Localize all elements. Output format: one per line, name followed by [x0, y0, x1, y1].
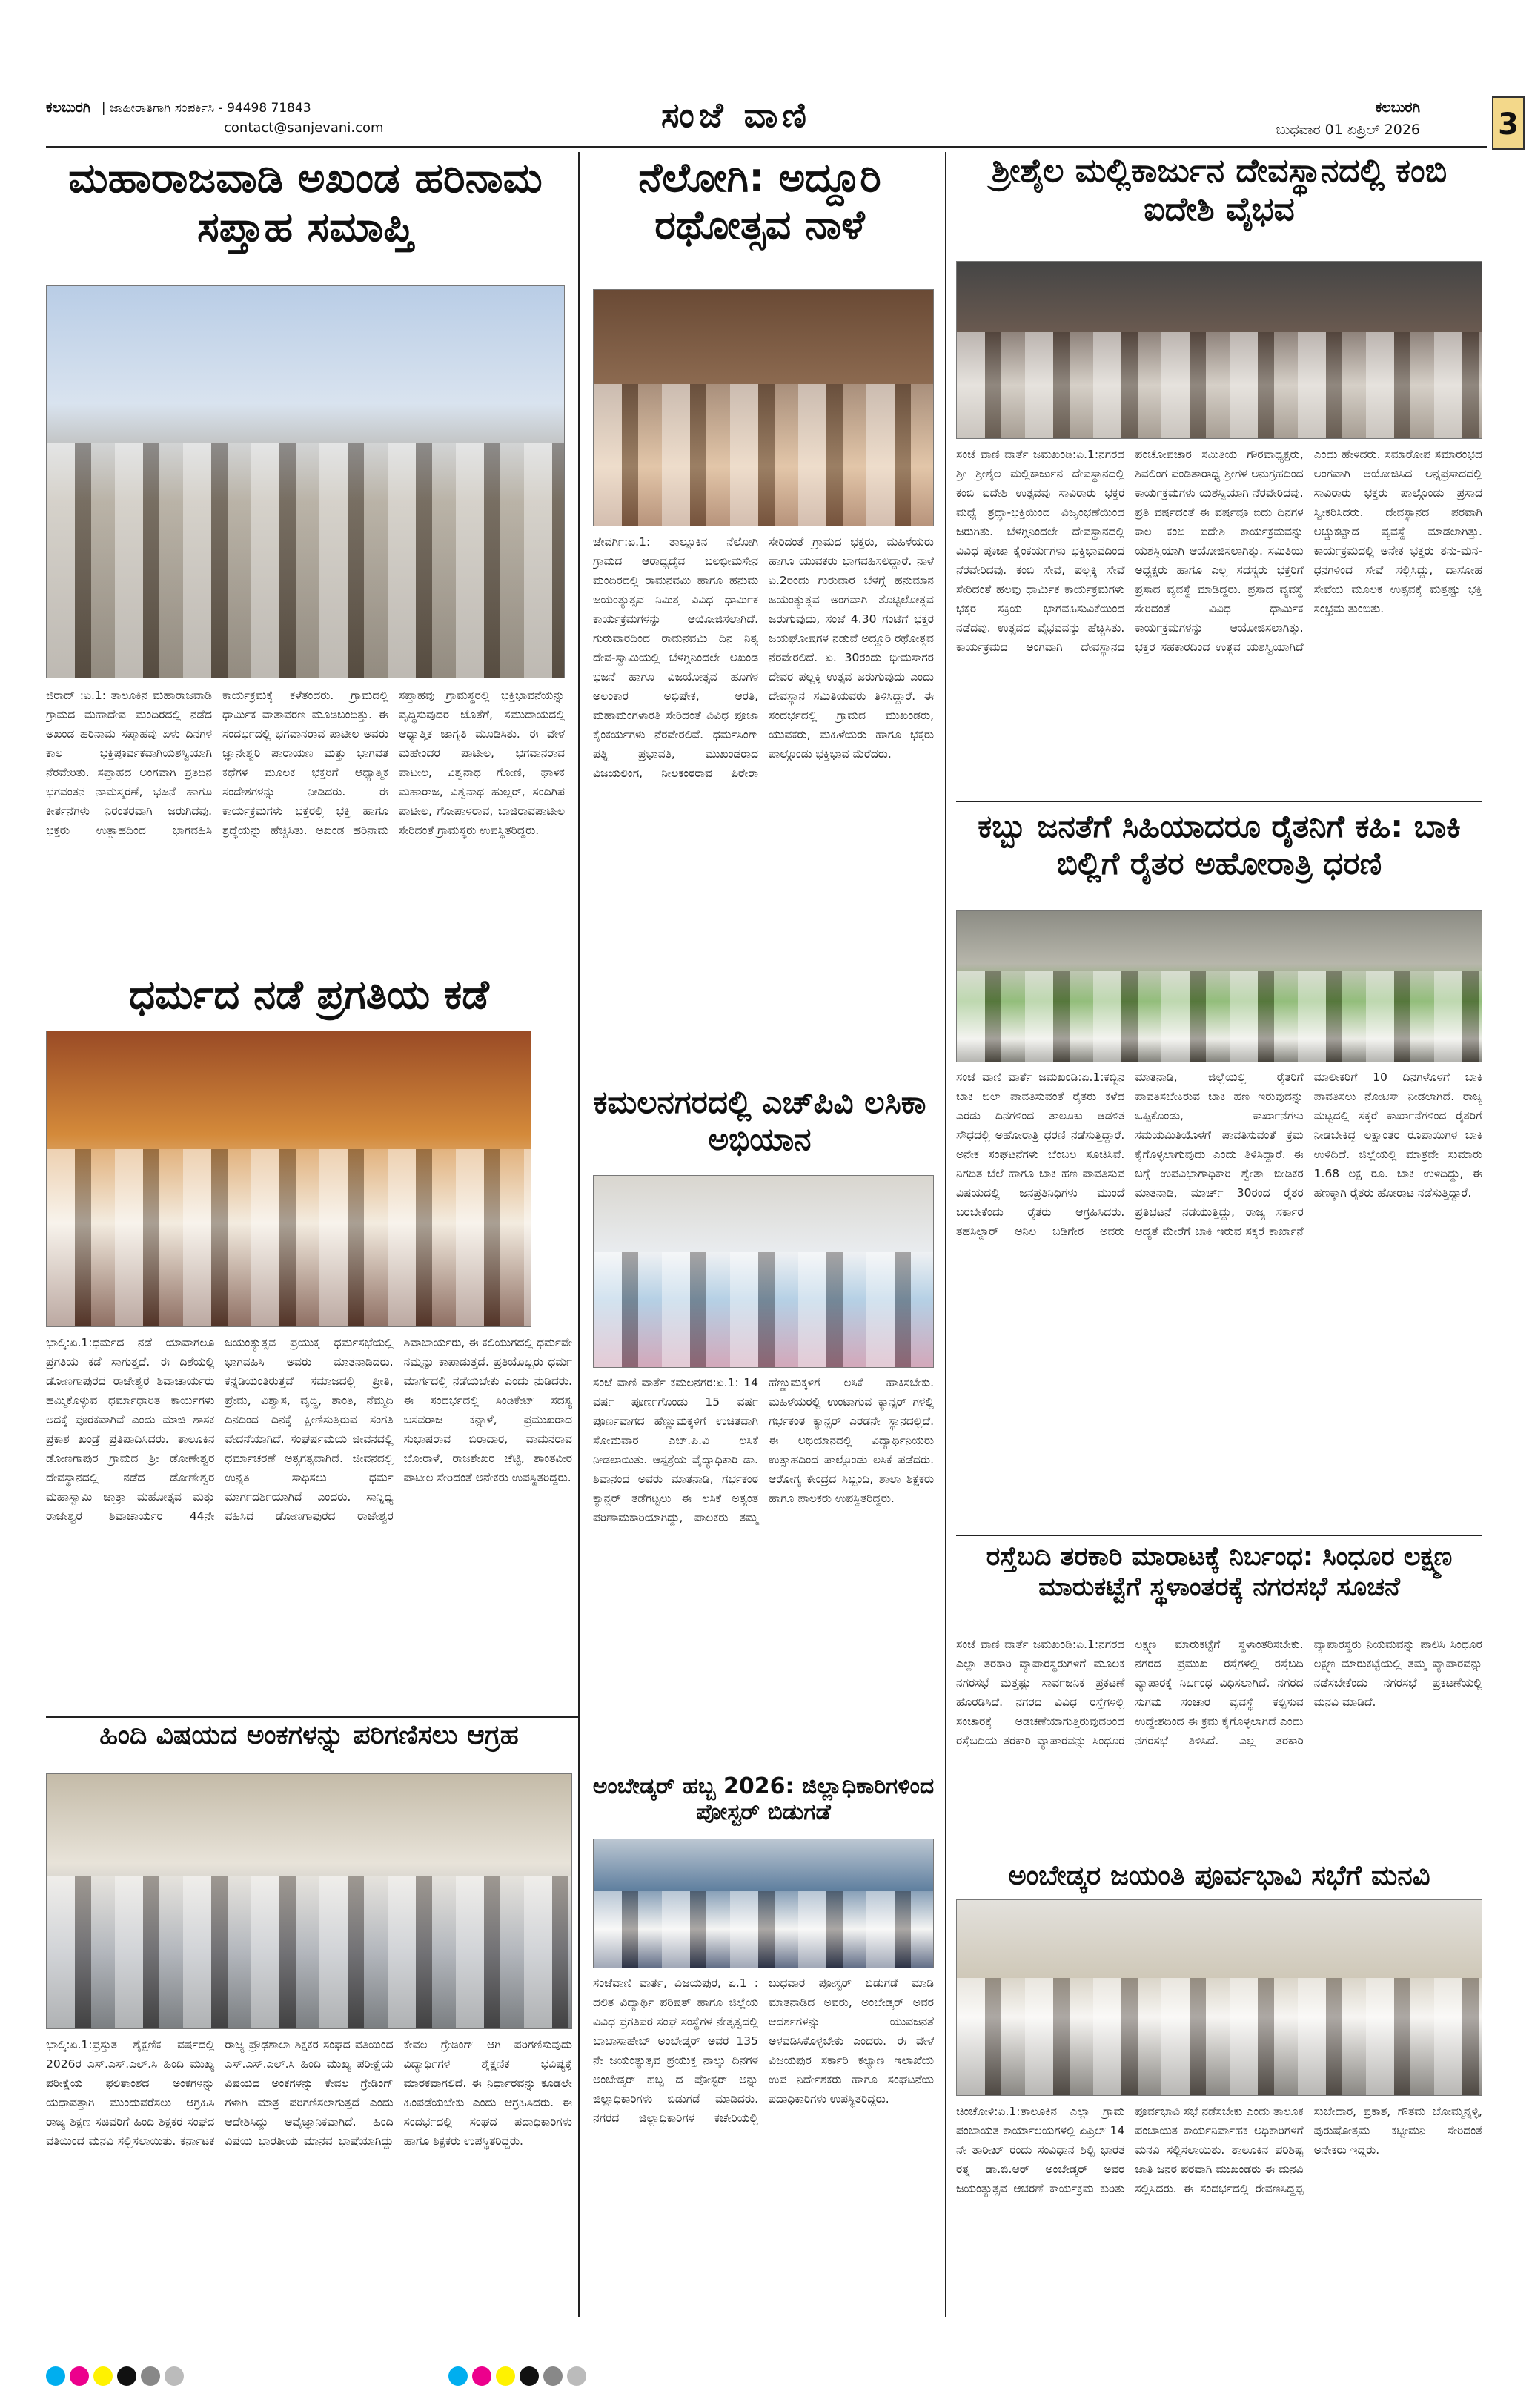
headline-nelogi: ನೆಲೋಗಿ: ಅದ್ದೂರಿ ರಥೋತ್ಸವ ನಾಳೆ	[638, 154, 881, 248]
photo-religious-stage	[46, 1031, 531, 1327]
masthead-ad-contact: | ಜಾಹೀರಾತಿಗಾಗಿ ಸಂಪರ್ಕಿಸಿ - 94498 71843	[101, 101, 311, 116]
masthead-date: ಬುಧವಾರ 01 ಏಪ್ರಿಲ್ 2026	[1276, 122, 1420, 138]
page-number: 3	[1492, 96, 1525, 150]
article-body-srishaila: ಸಂಜೆ ವಾಣಿ ವಾರ್ತೆ ಜಮಖಂಡಿ:ಏ.1:ನಗರದ ಶ್ರೀ ಶ್ರೀಶೈಲ ಮಲ್ಲಿಕಾರ್ಜುನ ದೇವಸ್ಥಾನದಲ್ಲಿ ಕಂಬಿ ಐದೇಶಿ ಉತ್ಸವವು ಸಾವಿರಾರು ಭಕ್ತರ ಮಧ್ಯೆ ಶ್ರದ್ಧಾ-ಭಕ್ತಿಯಿಂದ ವಿಜೃಂಭಣೆಯಿಂದ ಜರುಗಿತು. ಬೆಳಗ್ಗಿನಿಂದಲೇ ದೇವಸ್ಥಾನದಲ್ಲಿ ವಿವಿಧ ಪೂಜಾ ಕೈಂಕರ್ಯಗಳು ಭಕ್ತಿಭಾವದಿಂದ ನೆರವೇರಿದವು. ಕಂಬಿ ಸೇವೆ, ಪಲ್ಲಕ್ಕಿ ಸೇವೆ ಸೇರಿದಂತೆ ಹಲವು ಧಾರ್ಮಿಕ ಕಾರ್ಯಕ್ರಮಗಳು ಭಕ್ತರ ಸಕ್ರಿಯ ಭಾಗವಹಿಸುವಿಕೆಯಿಂದ ನಡೆದವು. ಉತ್ಸವದ ವೈಭವವನ್ನು ಹೆಚ್ಚಿಸಿತು. ಕಾರ್ಯಕ್ರಮದ ಅಂಗವಾಗಿ ದೇವಸ್ಥಾನದ ಪಂಚೋಪಚಾರ ಸಮಿತಿಯ ಗೌರವಾಧ್ಯಕ್ಷರು, ಶಿವಲಿಂಗ ಪಂಡಿತಾರಾಧ್ಯ ಶ್ರೀಗಳ ಅನುಗ್ರಹದಿಂದ ಕಾರ್ಯಕ್ರಮಗಳು ಯಶಸ್ವಿಯಾಗಿ ನೆರವೇರಿದವು. ಪ್ರತಿ ವರ್ಷದಂತೆ ಈ ವರ್ಷವೂ ಐದು ದಿನಗಳ ಕಾಲ ಕಂಬಿ ಐದೇಶಿ ಕಾರ್ಯಕ್ರಮವನ್ನು ಯಶಸ್ವಿಯಾಗಿ ಆಯೋಜಿಸಲಾಗಿತ್ತು. ಸಮಿತಿಯ ಅಧ್ಯಕ್ಷರು ಹಾಗೂ ಎಲ್ಲ ಸದಸ್ಯರು ಭಕ್ತರಿಗೆ ಪ್ರಸಾದ ವ್ಯವಸ್ಥೆ ಮಾಡಿದ್ದರು. ಪ್ರಸಾದ ವ್ಯವಸ್ಥೆ ಸೇರಿದಂತೆ ವಿವಿಧ ಧಾರ್ಮಿಕ ಕಾರ್ಯಕ್ರಮಗಳನ್ನು ಆಯೋಜಿಸಲಾಗಿತ್ತು. ಭಕ್ತರ ಸಹಕಾರದಿಂದ ಉತ್ಸವ ಯಶಸ್ವಿಯಾಗಿದೆ ಎಂದು ಹೇಳಿದರು. ಸಮಾರೋಪ ಸಮಾರಂಭದ ಅಂಗವಾಗಿ ಆಯೋಜಿಸಿದ ಅನ್ನಪ್ರಸಾದದಲ್ಲಿ ಸಾವಿರಾರು ಭಕ್ತರು ಪಾಲ್ಗೊಂಡು ಪ್ರಸಾದ ಸ್ವೀಕರಿಸಿದರು. ದೇವಸ್ಥಾನದ ಪರವಾಗಿ ಅಚ್ಚುಕಟ್ಟಾದ ವ್ಯವಸ್ಥೆ ಮಾಡಲಾಗಿತ್ತು. ಕಾರ್ಯಕ್ರಮದಲ್ಲಿ ಅನೇಕ ಭಕ್ತರು ತನು-ಮನ-ಧನಗಳಿಂದ ಸೇವೆ ಸಲ್ಲಿಸಿದ್ದು, ದಾಸೋಹ ಸೇವೆಯ ಮೂಲಕ ಉತ್ಸವಕ್ಕೆ ಮತ್ತಷ್ಟು ಭಕ್ತಿ ಸಂಭ್ರಮ ತುಂಬಿತು.	[956, 448, 1482, 655]
article-body-hpv-vaccine: ಸಂಜೆ ವಾಣಿ ವಾರ್ತೆ ಕಮಲನಗರ:ಏ.1: 14 ವರ್ಷ ಪೂರ್ಣಗೊಂಡು 15 ವರ್ಷ ಪೂರ್ಣವಾಗದ ಹೆಣ್ಣುಮಕ್ಕಳಿಗೆ ಉಚಿತವಾಗಿ ಸೋಮವಾರ ಎಚ್.ಪಿ.ವಿ ಲಸಿಕೆ ನೀಡಲಾಯಿತು. ಆಸ್ಪತ್ರೆಯ ವೈದ್ಯಾಧಿಕಾರಿ ಡಾ. ಶಿವಾನಂದ ಅವರು ಮಾತನಾಡಿ, ಗರ್ಭಕಂಠ ಕ್ಯಾನ್ಸರ್ ತಡೆಗಟ್ಟಲು ಈ ಲಸಿಕೆ ಅತ್ಯಂತ ಪರಿಣಾಮಕಾರಿಯಾಗಿದ್ದು, ಪಾಲಕರು ತಮ್ಮ ಹೆಣ್ಣುಮಕ್ಕಳಿಗೆ ಲಸಿಕೆ ಹಾಕಿಸಬೇಕು. ಮಹಿಳೆಯರಲ್ಲಿ ಉಂಟಾಗುವ ಕ್ಯಾನ್ಸರ್ ಗಳಲ್ಲಿ ಗರ್ಭಕಂಠ ಕ್ಯಾನ್ಸರ್ ಎರಡನೇ ಸ್ಥಾನದಲ್ಲಿದೆ. ಈ ಅಭಿಯಾನದಲ್ಲಿ ವಿದ್ಯಾರ್ಥಿನಿಯರು ಉತ್ಸಾಹದಿಂದ ಪಾಲ್ಗೊಂಡು ಲಸಿಕೆ ಪಡೆದರು. ಆರೋಗ್ಯ ಕೇಂದ್ರದ ಸಿಬ್ಬಂದಿ, ಶಾಲಾ ಶಿಕ್ಷಕರು ಹಾಗೂ ಪಾಲಕರು ಉಪಸ್ಥಿತರಿದ್ದರು.	[593, 1376, 934, 1525]
section-rule	[956, 801, 1482, 802]
article-body-hindi-marks: ಭಾಲ್ಕಿ:ಏ.1:ಪ್ರಸ್ತುತ ಶೈಕ್ಷಣಿಕ ವರ್ಷದಲ್ಲಿ 2026ರ ಎಸ್.ಎಸ್.ಎಲ್.ಸಿ ಹಿಂದಿ ಮುಖ್ಯ ಪರೀಕ್ಷೆಯ ಫಲಿತಾಂಶದ ಅಂಕಗಳನ್ನು ಯಥಾವತ್ತಾಗಿ ಮುಂದುವರೆಸಲು ಆಗ್ರಹಿಸಿ ರಾಜ್ಯ ಶಿಕ್ಷಣ ಸಚಿವರಿಗೆ ಹಿಂದಿ ಶಿಕ್ಷಕರ ಸಂಘದ ವತಿಯಿಂದ ಮನವಿ ಸಲ್ಲಿಸಲಾಯಿತು. ಕರ್ನಾಟಕ ರಾಜ್ಯ ಪ್ರೌಢಶಾಲಾ ಶಿಕ್ಷಕರ ಸಂಘದ ವತಿಯಿಂದ ಎಸ್.ಎಸ್.ಎಲ್.ಸಿ ಹಿಂದಿ ಮುಖ್ಯ ಪರೀಕ್ಷೆಯ ವಿಷಯದ ಅಂಕಗಳನ್ನು ಕೇವಲ ಗ್ರೇಡಿಂಗ್ ಗಳಾಗಿ ಮಾತ್ರ ಪರಿಗಣಿಸಲಾಗುತ್ತದೆ ಎಂದು ಆದೇಶಿಸಿದ್ದು ಅವೈಜ್ಞಾನಿಕವಾಗಿದೆ. ಹಿಂದಿ ವಿಷಯ ಭಾರತೀಯ ಮಾನವ ಭಾಷೆಯಾಗಿದ್ದು ಕೇವಲ ಗ್ರೇಡಿಂಗ್ ಆಗಿ ಪರಿಗಣಿಸುವುದು ವಿದ್ಯಾರ್ಥಿಗಳ ಶೈಕ್ಷಣಿಕ ಭವಿಷ್ಯಕ್ಕೆ ಮಾರಕವಾಗಲಿದೆ. ಈ ನಿರ್ಧಾರವನ್ನು ಕೂಡಲೇ ಹಿಂಪಡೆಯಬೇಕು ಎಂದು ಆಗ್ರಹಿಸಿದರು. ಈ ಸಂದರ್ಭದಲ್ಲಿ ಸಂಘದ ಪದಾಧಿಕಾರಿಗಳು ಹಾಗೂ ಶಿಕ್ಷಕರು ಉಪಸ್ಥಿತರಿದ್ದರು.	[46, 2038, 572, 2149]
photo-temple-priests	[593, 289, 934, 526]
section-rule	[46, 1716, 578, 1718]
article-body-sugarcane-protest: ಸಂಜೆ ವಾಣಿ ವಾರ್ತೆ ಜಮಖಂಡಿ:ಏ.1:ಕಬ್ಬಿನ ಬಾಕಿ ಬಿಲ್ ಪಾವತಿಸುವಂತೆ ರೈತರು ಕಳೆದ ಎರಡು ದಿನಗಳಿಂದ ತಾಲೂಕು ಆಡಳಿತ ಸೌಧದಲ್ಲಿ ಅಹೋರಾತ್ರಿ ಧರಣಿ ನಡೆಸುತ್ತಿದ್ದಾರೆ. ಅನೇಕ ಸಂಘಟನೆಗಳು ಬೆಂಬಲ ಸೂಚಿಸಿವೆ. ನಿಗದಿತ ಬೆಲೆ ಹಾಗೂ ಬಾಕಿ ಹಣ ಪಾವತಿಸುವ ವಿಷಯದಲ್ಲಿ ಜನಪ್ರತಿನಿಧಿಗಳು ಮುಂದೆ ಬರಬೇಕೆಂದು ರೈತರು ಆಗ್ರಹಿಸಿದರು. ತಹಸಿಲ್ದಾರ್ ಅನಿಲ ಬಡಿಗೇರ ಅವರು ಮಾತನಾಡಿ, ಜಿಲ್ಲೆಯಲ್ಲಿ ರೈತರಿಗೆ ಪಾವತಿಸಬೇಕಿರುವ ಬಾಕಿ ಹಣ ಇರುವುದನ್ನು ಒಪ್ಪಿಕೊಂಡು, ಕಾರ್ಖಾನೆಗಳು ಸಮಯಮಿತಿಯೊಳಗೆ ಪಾವತಿಸುವಂತೆ ಕ್ರಮ ಕೈಗೊಳ್ಳಲಾಗುವುದು ಎಂದು ತಿಳಿಸಿದ್ದಾರೆ. ಈ ಬಗ್ಗೆ ಉಪವಿಭಾಗಾಧಿಕಾರಿ ಶ್ವೇತಾ ಬೀಡಿಕರ ಮಾತನಾಡಿ, ಮಾರ್ಚ್ 30ರಂದ ರೈತರ ಪ್ರತಿಭಟನೆ ನಡೆಯುತ್ತಿದ್ದು, ರಾಜ್ಯ ಸರ್ಕಾರ ಆದ್ಯತೆ ಮೇರೆಗೆ ಬಾಕಿ ಇರುವ ಸಕ್ಕರೆ ಕಾರ್ಖಾನೆ ಮಾಲೀಕರಿಗೆ 10 ದಿನಗಳೊಳಗೆ ಬಾಕಿ ಪಾವತಿಸಲು ನೋಟಿಸ್ ನೀಡಲಾಗಿದೆ. ರಾಜ್ಯ ಮಟ್ಟದಲ್ಲಿ ಸಕ್ಕರೆ ಕಾರ್ಖಾನೆಗಳಿಂದ ರೈತರಿಗೆ ನೀಡಬೇಕಿದ್ದ ಲಕ್ಷಾಂತರ ರೂಪಾಯಿಗಳ ಬಾಕಿ ಉಳಿದಿದೆ. ಜಿಲ್ಲೆಯಲ್ಲಿ ಮಾತ್ರವೇ ಸುಮಾರು 1.68 ಲಕ್ಷ ರೂ. ಬಾಕಿ ಉಳಿದಿದ್ದು, ಈ ಹಣಕ್ಕಾಗಿ ರೈತರು ಹೋರಾಟ ನಡೆಸುತ್ತಿದ್ದಾರೆ.	[956, 1071, 1482, 1239]
masthead-email: contact@sanjevani.com	[224, 120, 384, 136]
headline-sugarcane-protest: ಕಬ್ಬು ಜನತೆಗೆ ಸಿಹಿಯಾದರೂ ರೈತನಿಗೆ ಕಹಿ: ಬಾಕಿ ಬಿಲ್ಲಿಗೆ ರೈತರ ಅಹೋರಾತ್ರಿ ಧರಣಿ	[978, 808, 1461, 882]
registration-marks-center	[448, 2366, 586, 2386]
headline-maharajwadi: ಮಹಾರಾಜವಾಡಿ ಅಖಂಡ ಹರಿನಾಮ ಸಪ್ತಾಹ ಸಮಾಪ್ತಿ	[68, 154, 543, 252]
masthead-city-left: ಕಲಬುರಗಿ | ಜಾಹೀರಾತಿಗಾಗಿ ಸಂಪರ್ಕಿಸಿ - 94498 71843	[46, 99, 311, 116]
column-rule	[945, 152, 946, 2317]
masthead-city-right: ಕಲಬುರಗಿ	[1375, 99, 1420, 116]
article-body-maharajwadi: ಜಿರಾದ್ :ಏ.1: ತಾಲೂಕಿನ ಮಹಾರಾಜವಾಡಿ ಗ್ರಾಮದ ಮಹಾದೇವ ಮಂದಿರದಲ್ಲಿ ನಡೆದ ಅಖಂಡ ಹರಿನಾಮ ಸಪ್ತಾಹವು ಏಳು ದಿನಗಳ ಕಾಲ ಭಕ್ತಿಪೂರ್ವಕವಾಗಿಯಶಸ್ವಿಯಾಗಿ ನೆರವೇರಿತು. ಸಪ್ತಾಹದ ಅಂಗವಾಗಿ ಪ್ರತಿದಿನ ಭಗವಂತನ ನಾಮಸ್ಮರಣೆ, ಭಜನೆ ಹಾಗೂ ಕೀರ್ತನೆಗಳು ನಿರಂತರವಾಗಿ ಜರುಗಿದವು. ಭಕ್ತರು ಉತ್ಸಾಹದಿಂದ ಭಾಗವಹಿಸಿ ಕಾರ್ಯಕ್ರಮಕ್ಕೆ ಕಳೆತಂದರು. ಗ್ರಾಮದಲ್ಲಿ ಧಾರ್ಮಿಕ ವಾತಾವರಣ ಮೂಡಿಬಂದಿತ್ತು. ಈ ಸಂದರ್ಭದಲ್ಲಿ ಭಗವಾನರಾವ ಪಾಟೀಲ ಅವರು ಜ್ಞಾನೇಶ್ವರಿ ಪಾರಾಯಣ ಮತ್ತು ಭಾಗವತ ಕಥೆಗಳ ಮೂಲಕ ಭಕ್ತರಿಗೆ ಆಧ್ಯಾತ್ಮಿಕ ಸಂದೇಶಗಳನ್ನು ನೀಡಿದರು. ಈ ಕಾರ್ಯಕ್ರಮಗಳು ಭಕ್ತರಲ್ಲಿ ಭಕ್ತಿ ಹಾಗೂ ಶ್ರದ್ಧೆಯನ್ನು ಹೆಚ್ಚಿಸಿತು. ಅಖಂಡ ಹರಿನಾಮ ಸಪ್ತಾಹವು ಗ್ರಾಮಸ್ಥರಲ್ಲಿ ಭಕ್ತಿಭಾವನೆಯನ್ನು ವೃದ್ಧಿಸುವುದರ ಜೊತೆಗೆ, ಸಮುದಾಯದಲ್ಲಿ ಆಧ್ಯಾತ್ಮಿಕ ಜಾಗೃತಿ ಮೂಡಿಸಿತು. ಈ ವೇಳೆ ಮಹೇಂದರ ಪಾಟೀಲ, ಭಗವಾನರಾವ ಪಾಟೀಲ, ವಿಶ್ವನಾಥ ಗೋಣಿ, ಘಾಳಿಕ ಮಹಾರಾಜ, ವಿಶ್ವನಾಥ ಹುಲ್ಲರ್, ಸಂದಿಗಿಪ ಪಾಟೀಲ, ಗೋಪಾಳರಾವ, ಬಾಜಿರಾವಪಾಟೀಲ ಸೇರಿದಂತೆ ಗ್ರಾಮಸ್ಥರು ಉಪಸ್ಥಿತರಿದ್ದರು.	[46, 689, 565, 838]
headline-hpv-vaccine: ಕಮಲನಗರದಲ್ಲಿ ಎಚ್‌ಪಿವಿ ಲಸಿಕಾ ಅಭಿಯಾನ	[593, 1084, 926, 1157]
logo-text: ಸಂಜೆ ವಾಣಿ	[661, 95, 811, 135]
section-rule	[956, 1535, 1482, 1536]
article-body-vegetable-market: ಸಂಜೆ ವಾಣಿ ವಾರ್ತೆ ಜಮಖಂಡಿ:ಏ.1:ನಗರದ ಎಲ್ಲಾ ತರಕಾರಿ ವ್ಯಾಪಾರಸ್ಥರುಗಳಿಗೆ ಮೂಲಕ ನಗರಸಭೆ ಮತ್ತಷ್ಟು ಸಾರ್ವಜನಿಕ ಪ್ರಕಟಣೆ ಹೊರಡಿಸಿದೆ. ನಗರದ ವಿವಿಧ ರಸ್ತೆಗಳಲ್ಲಿ ಸಂಚಾರಕ್ಕೆ ಅಡಚಣೆಯಾಗುತ್ತಿರುವುದರಿಂದ ರಸ್ತೆಬದಿಯ ತರಕಾರಿ ವ್ಯಾಪಾರವನ್ನು ಸಿಂಧೂರ ಲಕ್ಷ್ಮಣ ಮಾರುಕಟ್ಟೆಗೆ ಸ್ಥಳಾಂತರಿಸಬೇಕು. ನಗರದ ಪ್ರಮುಖ ರಸ್ತೆಗಳಲ್ಲಿ ರಸ್ತೆಬದಿ ವ್ಯಾಪಾರಕ್ಕೆ ನಿರ್ಬಂಧ ವಿಧಿಸಲಾಗಿದೆ. ನಗರದ ಸುಗಮ ಸಂಚಾರ ವ್ಯವಸ್ಥೆ ಕಲ್ಪಿಸುವ ಉದ್ದೇಶದಿಂದ ಈ ಕ್ರಮ ಕೈಗೊಳ್ಳಲಾಗಿದೆ ಎಂದು ನಗರಸಭೆ ತಿಳಿಸಿದೆ. ಎಲ್ಲ ತರಕಾರಿ ವ್ಯಾಪಾರಸ್ಥರು ನಿಯಮವನ್ನು ಪಾಲಿಸಿ ಸಿಂಧೂರ ಲಕ್ಷ್ಮಣ ಮಾರುಕಟ್ಟೆಯಲ್ಲಿ ತಮ್ಮ ವ್ಯಾಪಾರವನ್ನು ನಡೆಸಬೇಕೆಂದು ನಗರಸಭೆ ಪ್ರಕಟಣೆಯಲ್ಲಿ ಮನವಿ ಮಾಡಿದೆ.	[956, 1638, 1482, 1748]
photo-procession	[46, 285, 565, 678]
headline-hindi-marks: ಹಿಂದಿ ವಿಷಯದ ಅಂಕಗಳನ್ನು ಪರಿಗಣಿಸಲು ಆಗ್ರಹ	[99, 1720, 519, 1750]
headline-vegetable-market: ರಸ್ತೆಬದಿ ತರಕಾರಿ ಮಾರಾಟಕ್ಕೆ ನಿರ್ಬಂಧ: ಸಿಂಧೂರ ಲಕ್ಷ್ಮಣ ಮಾರುಕಟ್ಟೆಗೆ ಸ್ಥಳಾಂತರಕ್ಕೆ ನಗರಸಭೆ ಸೂಚನೆ	[986, 1542, 1453, 1603]
headline-dharmada-nade: ಧರ್ಮದ ನಡೆ ಪ್ರಗತಿಯ ಕಡೆ	[129, 971, 489, 1018]
headline-ambedkar-jayanti: ಅಂಬೇಡ್ಕರ ಜಯಂತಿ ಪೂರ್ವಭಾವಿ ಸಭೆಗೆ ಮನವಿ	[1008, 1859, 1430, 1891]
photo-farmers-protest	[956, 910, 1482, 1062]
photo-teachers-steps	[46, 1773, 572, 2029]
photo-vaccination	[593, 1175, 934, 1368]
headline-ambedkar-poster: ಅಂಬೇಡ್ಕರ್ ಹಬ್ಬ 2026: ಜಿಲ್ಲಾಧಿಕಾರಿಗಳಿಂದ ಪೋಸ್ಟರ್ ಬಿಡುಗಡೆ	[592, 1773, 935, 1826]
article-body-dharmada-nade: ಭಾಲ್ಕಿ:ಏ.1:ಧರ್ಮದ ನಡೆ ಯಾವಾಗಲೂ ಪ್ರಗತಿಯ ಕಡೆ ಸಾಗುತ್ತದೆ. ಈ ದಿಶೆಯಲ್ಲಿ ಡೋಣಗಾಪುರದ ರಾಜೇಶ್ವರ ಶಿವಾಚಾರ್ಯರು ಹಮ್ಮಿಕೊಳ್ಳುವ ಧರ್ಮಾಧಾರಿತ ಕಾರ್ಯಗಳು ಅದಕ್ಕೆ ಪೂರಕವಾಗಿವೆ ಎಂದು ಮಾಜಿ ಶಾಸಕ ಪ್ರಕಾಶ ಖಂಡ್ರೆ ಪ್ರತಿಪಾದಿಸಿದರು. ತಾಲೂಕಿನ ಡೋಣಗಾಪುರ ಗ್ರಾಮದ ಶ್ರೀ ಡೋಣೇಶ್ವರ ದೇವಸ್ಥಾನದಲ್ಲಿ ನಡೆದ ಡೋಣೇಶ್ವರ ಮಹಾಸ್ವಾಮಿ ಜಾತ್ರಾ ಮಹೋತ್ಸವ ಮತ್ತು ರಾಜೇಶ್ವರ ಶಿವಾಚಾರ್ಯರ 44ನೇ ಜಯಂತ್ಯುತ್ಸವ ಪ್ರಯುಕ್ತ ಧರ್ಮಸಭೆಯಲ್ಲಿ ಭಾಗವಹಿಸಿ ಅವರು ಮಾತನಾಡಿದರು. ಕನ್ನಡಿಯಂತಿರುತ್ತವೆ ಸಮಾಜದಲ್ಲಿ ಪ್ರೀತಿ, ಪ್ರೇಮ, ವಿಶ್ವಾಸ, ವೃದ್ಧಿ, ಶಾಂತಿ, ನೆಮ್ಮದಿ ದಿನದಿಂದ ದಿನಕ್ಕೆ ಕ್ಷೀಣಿಸುತ್ತಿರುವ ಸಂಗತಿ ವೇದನೆಯಾಗಿದೆ. ಸಂಘರ್ಷಮಯ ಜೀವನದಲ್ಲಿ ಧರ್ಮಾಚರಣೆ ಅತ್ಯಗತ್ಯವಾಗಿದೆ. ಜೀವನದಲ್ಲಿ ಉನ್ನತಿ ಸಾಧಿಸಲು ಧರ್ಮ ಮಾರ್ಗದರ್ಶಿಯಾಗಿದೆ ಎಂದರು. ಸಾನ್ನಿಧ್ಯ ವಹಿಸಿದ ಡೋಣಗಾಪುರದ ರಾಜೇಶ್ವರ ಶಿವಾಚಾರ್ಯರು, ಈ ಕಲಿಯುಗದಲ್ಲಿ ಧರ್ಮವೇ ನಮ್ಮನ್ನು ಕಾಪಾಡುತ್ತದೆ. ಪ್ರತಿಯೊಬ್ಬರು ಧರ್ಮ ಮಾರ್ಗದಲ್ಲಿ ನಡೆಯಬೇಕು ಎಂದು ನುಡಿದರು. ಈ ಸಂದರ್ಭದಲ್ಲಿ ಸಿಂಡಿಕೇಟ್ ಸದಸ್ಯ ಬಸವರಾಜ ಕನ್ನಾಳೆ, ಪ್ರಮುಖರಾದ ಸುಭಾಷರಾವ ಬಿರಾದಾರ, ವಾಮನರಾವ ಬೋರಾಳೆ, ರಾಜಶೇಖರ ಚೆಟ್ಟಿ, ಶಾಂತವೀರ ಪಾಟೀಲ ಸೇರಿದಂತೆ ಅನೇಕರು ಉಪಸ್ಥಿತರಿದ್ದರು.	[46, 1336, 572, 1524]
article-body-nelogi: ಜೇವರ್ಗಿ:ಏ.1: ತಾಲ್ಲೂಕಿನ ನೆಲೋಗಿ ಗ್ರಾಮದ ಆರಾಧ್ಯದೈವ ಬಲಭೀಮಸೇನ ಮಂದಿರದಲ್ಲಿ ರಾಮನವಮಿ ಹಾಗೂ ಹನುಮ ಜಯಂತ್ಯುತ್ಸವ ನಿಮಿತ್ತ ವಿವಿಧ ಧಾರ್ಮಿಕ ಕಾರ್ಯಕ್ರಮಗಳನ್ನು ಆಯೋಜಿಸಲಾಗಿದೆ. ಗುರುವಾರದಿಂದ ರಾಮನವಮಿ ದಿನ ನಿತ್ಯ ದೇವ-ಸ್ವಾಮಿಯಲ್ಲಿ ಬೆಳಗ್ಗಿನಿಂದಲೇ ಅಖಂಡ ಭಜನೆ ಹಾಗೂ ವಿಜಯೋತ್ಸವ ಹೂಗಳ ಅಲಂಕಾರ ಅಭಿಷೇಕ, ಆರತಿ, ಮಹಾಮಂಗಳಾರತಿ ಸೇರಿದಂತೆ ವಿವಿಧ ಪೂಜಾ ಕೈಂಕರ್ಯಗಳು ನೆರವೇರಲಿವೆ. ಧರ್ಮಸಿಂಗ್ ಪತ್ನಿ ಪ್ರಭಾವತಿ, ಮುಖಂಡರಾದ ವಿಜಯಲಿಂಗ, ನೀಲಕಂಠರಾವ ಪಿರೇರಾ ಸೇರಿದಂತೆ ಗ್ರಾಮದ ಭಕ್ತರು, ಮಹಿಳೆಯರು ಹಾಗೂ ಯುವಕರು ಭಾಗವಹಿಸಲಿದ್ದಾರೆ. ನಾಳೆ ಏ.2ರಂದು ಗುರುವಾರ ಬೆಳಗ್ಗೆ ಹನುಮಾನ ಜಯಂತ್ಯುತ್ಸವ ಅಂಗವಾಗಿ ತೊಟ್ಟಿಲೋತ್ಸವ ಜರುಗುವುದು, ಸಂಜೆ 4.30 ಗಂಟೆಗೆ ಭಕ್ತರ ಜಯಘೋಷಗಳ ನಡುವೆ ಅದ್ದೂರಿ ರಥೋತ್ಸವ ನೆರವೇರಲಿದೆ. ಏ. 30ರಂದು ಭೀಮಸಾಗರ ದೇವರ ಪಲ್ಲಕ್ಕಿ ಉತ್ಸವ ಜರುಗುವುದು ಎಂದು ದೇವಸ್ಥಾನ ಸಮಿತಿಯವರು ತಿಳಿಸಿದ್ದಾರೆ. ಈ ಸಂದರ್ಭದಲ್ಲಿ ಗ್ರಾಮದ ಮುಖಂಡರು, ಯುವಕರು, ಮಹಿಳೆಯರು ಹಾಗೂ ಭಕ್ತರು ಪಾಲ್ಗೊಂಡು ಭಕ್ತಿಭಾವ ಮೆರೆದರು.	[593, 535, 934, 781]
article-body-ambedkar-poster: ಸಂಜೆವಾಣಿ ವಾರ್ತೆ, ವಿಜಯಪುರ, ಏ.1 : ದಲಿತ ವಿದ್ಯಾರ್ಥಿ ಪರಿಷತ್ ಹಾಗೂ ಜಿಲ್ಲೆಯ ವಿವಿಧ ಪ್ರಗತಿಪರ ಸಂಘ ಸಂಸ್ಥೆಗಳ ನೇತೃತ್ವದಲ್ಲಿ ಬಾಬಾಸಾಹೇಬ್ ಅಂಬೇಡ್ಕರ್ ಅವರ 135 ನೇ ಜಯಂತ್ಯುತ್ಸವ ಪ್ರಯುಕ್ತ ನಾಲ್ಕು ದಿನಗಳ ಅಂಬೇಡ್ಕರ್ ಹಬ್ಬ ದ ಪೋಸ್ಟರ್ ಅನ್ನು ಜಿಲ್ಲಾಧಿಕಾರಿಗಳು ಬಿಡುಗಡೆ ಮಾಡಿದರು. ನಗರದ ಜಿಲ್ಲಾಧಿಕಾರಿಗಳ ಕಚೇರಿಯಲ್ಲಿ ಬುಧವಾರ ಪೋಸ್ಟರ್ ಬಿಡುಗಡೆ ಮಾಡಿ ಮಾತನಾಡಿದ ಅವರು, ಅಂಬೇಡ್ಕರ್ ಅವರ ಆದರ್ಶಗಳನ್ನು ಯುವಜನತೆ ಅಳವಡಿಸಿಕೊಳ್ಳಬೇಕು ಎಂದರು. ಈ ವೇಳೆ ವಿಜಯಪುರ ಸರ್ಕಾರಿ ಕಲ್ಯಾಣ ಇಲಾಖೆಯ ಉಪ ನಿರ್ದೇಶಕರು ಹಾಗೂ ಸಂಘಟನೆಯ ಪದಾಧಿಕಾರಿಗಳು ಉಪಸ್ಥಿತರಿದ್ದರು.	[593, 1977, 934, 2126]
photo-temple-crowd	[956, 261, 1482, 439]
photo-memorandum	[956, 1899, 1482, 2096]
photo-poster-release	[593, 1839, 934, 1968]
masthead	[46, 95, 1487, 148]
column-rule	[578, 152, 580, 2317]
newspaper-logo	[661, 95, 811, 136]
registration-marks-left	[46, 2366, 184, 2386]
headline-srishaila: ಶ್ರೀಶೈಲ ಮಲ್ಲಿಕಾರ್ಜುನ ದೇವಸ್ಥಾನದಲ್ಲಿ ಕಂಬಿ ಐದೇಶಿ ವೈಭವ	[991, 152, 1448, 228]
article-body-ambedkar-jayanti: ಚಿಂಚೋಳಿ:ಏ.1:ತಾಲೂಕಿನ ಎಲ್ಲಾ ಗ್ರಾಮ ಪಂಚಾಯತ ಕಾರ್ಯಾಲಯಗಳಲ್ಲಿ ಏಪ್ರಿಲ್ 14 ನೇ ತಾರೀಖ್ ರಂದು ಸಂವಿಧಾನ ಶಿಲ್ಪಿ ಭಾರತ ರತ್ನ ಡಾ.ಬಿ.ಆರ್ ಅಂಬೇಡ್ಕರ್ ಅವರ ಜಯಂತ್ಯುತ್ಸವ ಆಚರಣೆ ಕಾರ್ಯಕ್ರಮ ಕುರಿತು ಪೂರ್ವಭಾವಿ ಸಭೆ ನಡೆಸಬೇಕು ಎಂದು ತಾಲೂಕ ಪಂಚಾಯತ ಕಾರ್ಯನಿರ್ವಾಹಕ ಅಧಿಕಾರಿಗಳಿಗೆ ಮನವಿ ಸಲ್ಲಿಸಲಾಯಿತು. ತಾಲೂಕಿನ ಪರಿಶಿಷ್ಟ ಜಾತಿ ಜನರ ಪರವಾಗಿ ಮುಖಂಡರು ಈ ಮನವಿ ಸಲ್ಲಿಸಿದರು. ಈ ಸಂದರ್ಭದಲ್ಲಿ ರೇವಣಸಿದ್ದಪ್ಪ ಸುಬೇದಾರ, ಪ್ರಕಾಶ, ಗೌತಮ ಬೋಮ್ಮನ್ನಳ್ಳಿ, ಪುರುಷೋತ್ತಮ ಕಟ್ಟೀಮನಿ ಸೇರಿದಂತೆ ಅನೇಕರು ಇದ್ದರು.	[956, 2105, 1482, 2196]
